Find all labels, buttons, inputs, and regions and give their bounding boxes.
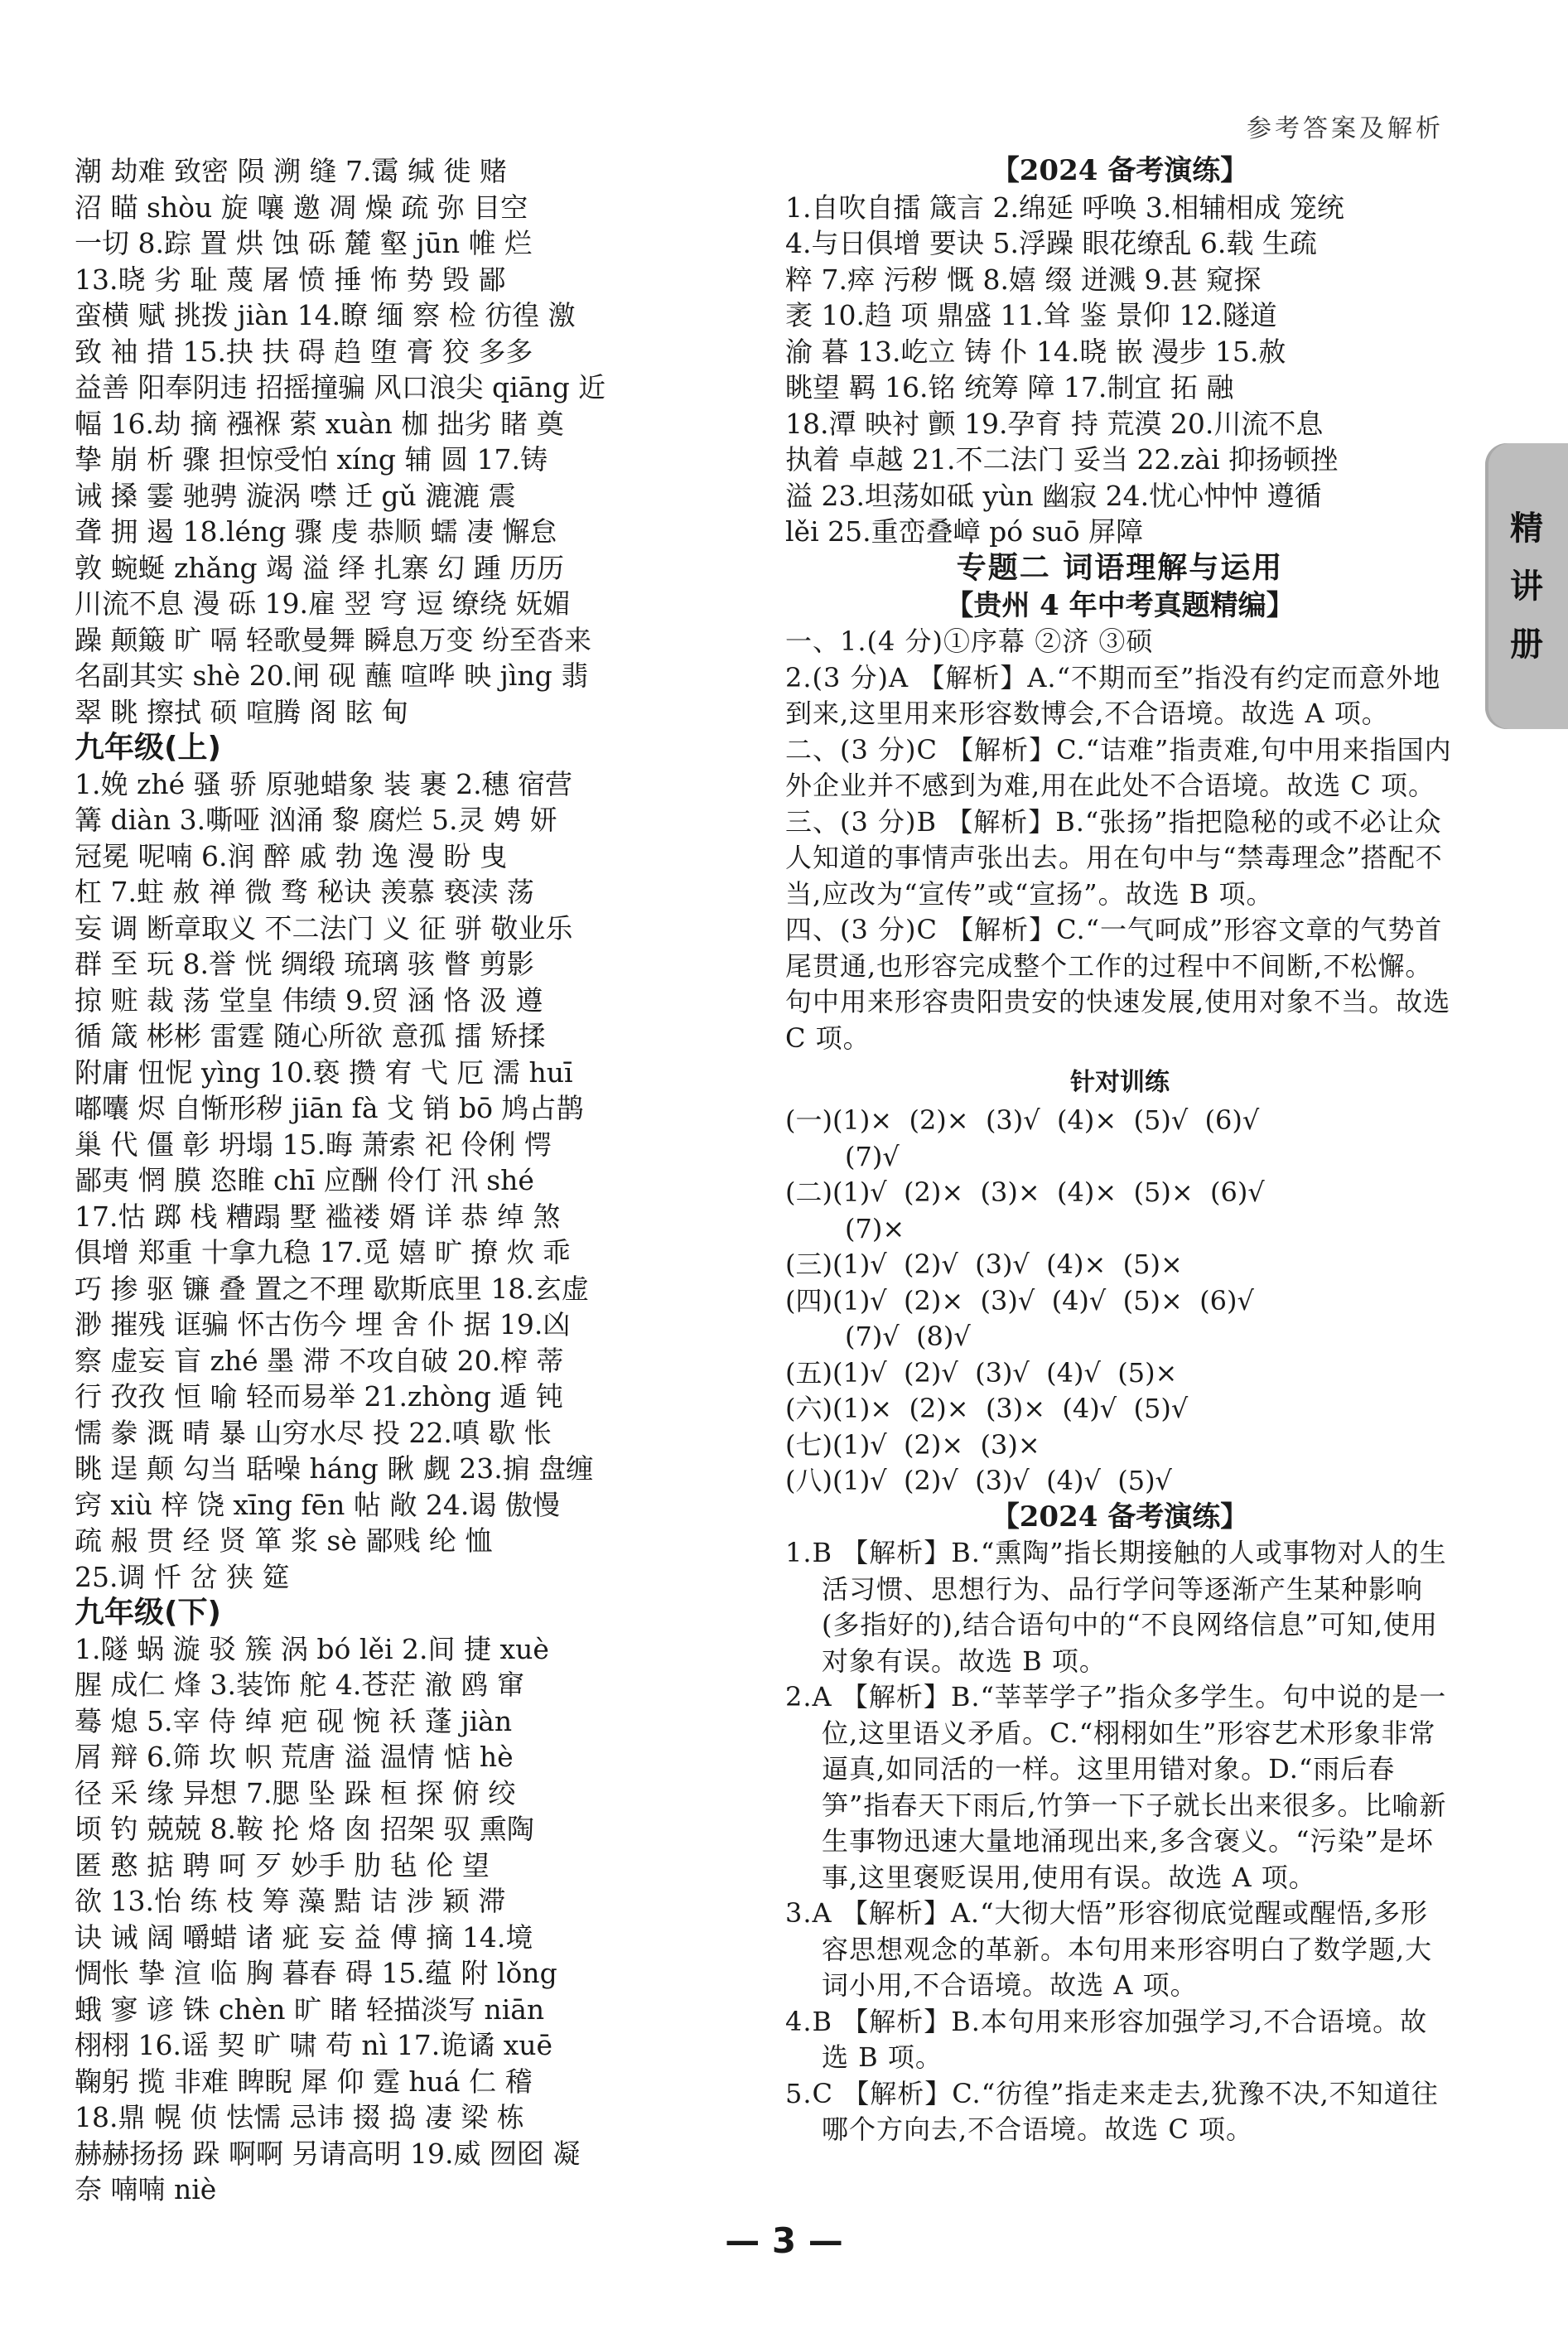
answer-line: 懦 豢 溉 晴 暴 山穷水尽 投 22.嗔 歇 怅 xyxy=(75,1416,552,1449)
drill-title-2: 【2024 备考演练】 xyxy=(991,1500,1249,1534)
answer-line: 翠 眺 擦拭 硕 喧腾 阁 眩 甸 xyxy=(75,695,409,728)
answer-line: 嘟囔 烬 自惭形秽 jiān fà 戈 销 bō 鸠占鹊 xyxy=(75,1092,584,1124)
answer-line: 渝 暮 13.屹立 铸 仆 14.晓 嵌 漫步 15.赦 xyxy=(785,335,1286,368)
exam-answers xyxy=(785,624,1455,1056)
answer-line: 鄙夷 惘 膜 恣睢 chī 应酬 伶仃 汛 shé xyxy=(75,1164,534,1196)
exam-item: 二、(3 分)C 【解析】C.“诘难”指责难,句中用来指国内外企业并不感到为难,用在此处不合语境。故选 C 项。 xyxy=(785,733,1452,801)
answer-line: 眺望 羁 16.铭 统筹 障 17.制宜 拓 融 xyxy=(785,371,1234,403)
grade9b-answers xyxy=(75,1631,774,2208)
drill-item: 3.A 【解析】A.“大彻大悟”形容彻底觉醒或醒悟,多形容思想观念的革新。本句用来形容明白了数学题,大词小用,不合语境。故选 A 项。 xyxy=(785,1897,1433,2001)
answer-line: 18.鼎 幌 侦 怯懦 忌讳 掇 捣 凄 梁 栋 xyxy=(75,2101,524,2133)
answer-line: 1.隧 蜗 漩 驳 簇 涡 bó lěi 2.间 捷 xuè xyxy=(75,1632,549,1665)
answer-line: 川流不息 漫 砾 19.雇 翌 穹 逗 缭绕 妩媚 xyxy=(75,587,571,620)
training-line: (二)(1)√ (2)× (3)× (4)× (5)× (6)√ xyxy=(785,1176,1265,1208)
answer-line: 冠冕 呢喃 6.润 醉 戚 勃 逸 漫 盼 曳 xyxy=(75,839,507,872)
drill-item: 4.B 【解析】B.本句用来形容加强学习,不合语境。故选 B 项。 xyxy=(785,2005,1428,2073)
answer-line: 杠 7.蛀 赦 禅 微 骛 秘诀 羡慕 亵渎 荡 xyxy=(75,876,534,908)
answer-line: 渺 摧残 诓骗 怀古伤今 埋 舍 仆 据 19.凶 xyxy=(75,1308,571,1340)
page-header: 参考答案及解析 xyxy=(1247,114,1444,143)
training-line: (7)√ (8)√ xyxy=(845,1321,971,1352)
answer-line: 18.潭 映衬 颤 19.孕育 持 荒漠 20.川流不息 xyxy=(785,407,1324,440)
side-tab-char: 讲 xyxy=(1510,566,1543,606)
answer-line: 掠 赃 裁 荡 堂皇 伟绩 9.贸 涵 恪 汲 遵 xyxy=(75,983,543,1017)
answer-line: 蛾 寥 谚 铢 chèn 旷 睹 轻描淡写 niān xyxy=(75,1993,545,2026)
exam-item: 三、(3 分)B 【解析】B.“张扬”指把隐秘的或不必让众人知道的事情声张出去。用在句中与“禁毒理念”搭配不当,应改为“宣传”或“宣扬”。故选 B 项。 xyxy=(785,805,1443,910)
answer-line: 躁 颠簸 旷 嗝 轻歌曼舞 瞬息万变 纷至沓来 xyxy=(75,623,591,656)
answer-line: 幅 16.劫 摘 襁褓 萦 xuàn 枷 拙劣 睹 奠 xyxy=(75,407,564,440)
answer-line: lěi 25.重峦叠嶂 pó suō 屏障 xyxy=(785,515,1144,548)
answer-line: 袤 10.趋 项 鼎盛 11.耸 鉴 景仰 12.隧道 xyxy=(785,299,1277,331)
exam-item: 四、(3 分)C 【解析】C.“一气呵成”形容文章的气势首尾贯通,也形容完成整个工作的过程中不间断,不松懈。句中用来形容贵阳贵安的快速发展,使用对象不当。故选 C 项。 xyxy=(785,914,1451,1054)
drill-title: 【2024 备考演练】 xyxy=(991,154,1249,187)
training-answers xyxy=(785,1103,1455,1500)
answer-line: 疏 赧 贯 经 贤 箪 浆 sè 鄙贱 纶 恤 xyxy=(75,1524,493,1557)
answer-line: 挚 崩 析 骤 担惊受怕 xíng 辅 圆 17.铸 xyxy=(75,443,548,476)
answer-line: 沼 瞄 shòu 旋 嚷 邀 凋 燥 疏 弥 目空 xyxy=(75,191,528,224)
answer-line: 益善 阳奉阴违 招摇撞骗 风口浪尖 qiāng 近 xyxy=(75,371,606,403)
answer-line: 17.怙 踯 栈 糟蹋 墅 褴褛 婿 详 恭 绰 煞 xyxy=(75,1200,561,1233)
drill-item: 2.A 【解析】B.“莘莘学子”指众多学生。句中说的是一位,这里语义矛盾。C.“栩栩如生”形容艺术形象非常逼真,如同活的一样。这里用错对象。D.“雨后春笋”指春天下雨后,竹笋一下子就长出来很多。比喻新生事物迅速大量地涌现出来,多含褒义。“污染”是坏事,这里褒贬误用,使用有误。故选 A 项。 xyxy=(785,1681,1447,1893)
topic-title: 专题二 词语理解与运用 xyxy=(956,549,1284,585)
answer-line: 循 箴 彬彬 雷霆 随心所欲 意孤 擂 矫揉 xyxy=(75,1020,546,1052)
answer-line: 栩栩 16.谣 契 旷 啸 苟 nì 17.诡谲 xuē xyxy=(75,2029,553,2061)
exam-title: 【贵州 4 年中考真题精编】 xyxy=(945,588,1295,622)
left-column xyxy=(75,153,774,2208)
answer-line: 1.娩 zhé 骚 骄 原驰蜡象 装 裹 2.穗 宿营 xyxy=(75,767,573,800)
answer-line: 顷 钓 兢兢 8.鞍 抡 烙 囱 招架 驭 熏陶 xyxy=(75,1813,534,1845)
answer-line: 奈 喃喃 niè xyxy=(75,2173,217,2205)
drill-item: 1.B 【解析】B.“熏陶”指长期接触的人或事物对人的生活习惯、思想行为、品行学问等逐渐产生某种影响(多指好的),结合语句中的“不良网络信息”可知,使用对象有误。故选 B 项。 xyxy=(785,1537,1447,1677)
answer-line: 潮 劫难 致密 陨 溯 缝 7.霭 缄 徙 赌 xyxy=(75,155,507,187)
grade8-answers xyxy=(75,153,774,730)
answer-line: 妄 调 断章取义 不二法门 义 征 骈 敬业乐 xyxy=(75,911,573,944)
answer-line: 名副其实 shè 20.闸 砚 蘸 喧哗 映 jìng 翡 xyxy=(75,659,589,692)
answer-line: 4.与日俱增 要诀 5.浮躁 眼花缭乱 6.载 生疏 xyxy=(785,227,1317,259)
answer-line: 巢 代 僵 彰 坍塌 15.晦 萧索 祀 伶俐 愕 xyxy=(75,1128,552,1161)
answer-line: 鞠躬 揽 非难 睥睨 犀 仰 霆 huá 仁 稽 xyxy=(75,2065,533,2098)
answer-line: 蛮横 赋 挑拨 jiàn 14.瞭 缅 察 检 彷徨 激 xyxy=(75,299,576,331)
answer-line: 诀 诫 阔 嚼蜡 诸 疵 妄 益 傅 摘 14.境 xyxy=(75,1920,533,1954)
answer-line: 俱增 郑重 十拿九稳 17.觅 嬉 旷 撩 炊 乖 xyxy=(75,1236,571,1268)
answer-line: 屑 辩 6.筛 坎 帜 荒唐 溢 温情 惦 hè xyxy=(75,1741,514,1773)
page-number: — 3 — xyxy=(725,2220,843,2261)
training-title: 针对训练 xyxy=(1070,1068,1170,1097)
answer-line: 13.晓 劣 耻 蔑 屠 愤 捶 怖 势 毁 鄙 xyxy=(75,263,506,296)
exam-item: 2.(3 分)A 【解析】A.“不期而至”指没有约定而意外地到来,这里用来形容数博会,不合语境。故选 A 项。 xyxy=(785,661,1441,729)
answer-line: 巧 掺 驱 镰 叠 置之不理 歇斯底里 18.玄虚 xyxy=(75,1272,589,1305)
answer-line: 行 孜孜 恒 喻 轻而易举 21.zhòng 遁 钝 xyxy=(75,1380,563,1413)
answer-line: 1.自吹自擂 箴言 2.绵延 呼唤 3.相辅相成 笼统 xyxy=(785,191,1344,224)
answer-line: 径 采 缘 异想 7.腮 坠 跺 桓 探 俯 绞 xyxy=(75,1776,516,1809)
answer-line: 附庸 忸怩 yìng 10.亵 攒 宥 弋 厄 濡 huī xyxy=(75,1055,573,1089)
side-tab-char: 精 xyxy=(1510,508,1543,548)
drill-answers-2 xyxy=(785,1535,1455,2148)
answer-line: 惆怅 挚 渲 临 胸 暮春 碍 15.蕴 附 lǒng xyxy=(75,1957,557,1989)
answer-line: 窍 xiù 梓 饶 xīng fēn 帖 敞 24.谒 傲慢 xyxy=(75,1488,560,1521)
exam-item: 一、1.(4 分)①序幕 ②济 ③硕 xyxy=(785,626,1154,657)
answer-line: 蓦 熄 5.宰 侍 绰 疤 砚 惋 袄 蓬 jiàn xyxy=(75,1704,513,1737)
answer-line: 一切 8.踪 置 烘 蚀 砾 麓 壑 jūn 帷 烂 xyxy=(75,227,533,259)
answer-line: 致 袖 措 15.抉 扶 碍 趋 堕 膏 狡 多多 xyxy=(75,335,533,368)
answer-line: 敦 蜿蜒 zhǎng 竭 溢 绎 扎寨 幻 踵 历历 xyxy=(75,551,565,584)
answer-line: 匿 憨 掂 聘 呵 歹 妙手 肋 毡 伦 望 xyxy=(75,1848,490,1882)
drill-answers xyxy=(785,190,1455,550)
section-side-tab xyxy=(1485,443,1568,729)
drill-item: 5.C 【解析】C.“彷徨”指走来走去,犹豫不决,不知道往哪个方向去,不合语境。故选 C 项。 xyxy=(785,2077,1439,2145)
answer-line: 腥 成仁 烽 3.装饰 舵 4.苍茫 澈 鸥 窜 xyxy=(75,1669,524,1701)
answer-line: 聋 拥 遏 18.léng 骤 虔 恭顺 蠕 凄 懈怠 xyxy=(75,515,557,548)
training-line: (七)(1)√ (2)× (3)× xyxy=(785,1428,1040,1461)
training-line: (三)(1)√ (2)√ (3)√ (4)× (5)× xyxy=(785,1249,1183,1280)
answer-line: 篝 diàn 3.嘶哑 汹涌 黎 腐烂 5.灵 娉 妍 xyxy=(75,804,557,836)
grade9a-title: 九年级(上) xyxy=(75,731,221,765)
training-line: (7)× xyxy=(845,1212,905,1244)
answer-line: 眺 逞 颠 勾当 聒噪 háng 瞅 觑 23.掮 盘缠 xyxy=(75,1452,594,1485)
answer-line: 执着 卓越 21.不二法门 妥当 22.zài 抑扬顿挫 xyxy=(785,443,1339,476)
answer-line: 25.调 忏 岔 狭 筵 xyxy=(75,1560,290,1593)
answer-line: 察 虚妄 盲 zhé 墨 滞 不攻自破 20.榨 蒂 xyxy=(75,1344,564,1377)
side-tab-char: 册 xyxy=(1510,624,1543,664)
answer-line: 粹 7.瘁 污秽 慨 8.嬉 缀 迸溅 9.甚 窥探 xyxy=(785,263,1262,296)
answer-line: 诫 搡 霎 驰骋 漩涡 噤 迁 gǔ 漉漉 震 xyxy=(75,479,516,512)
training-line: (八)(1)√ (2)√ (3)√ (4)√ (5)√ xyxy=(785,1465,1172,1496)
training-line: (六)(1)× (2)× (3)× (4)√ (5)√ xyxy=(785,1393,1189,1424)
grade9b-title: 九年级(下) xyxy=(75,1596,221,1630)
grade9a-answers xyxy=(75,766,774,1596)
training-line: (四)(1)√ (2)× (3)√ (4)√ (5)× (6)√ xyxy=(785,1284,1254,1316)
training-line: (7)√ xyxy=(845,1140,900,1172)
answer-line: 赫赫扬扬 跺 啊啊 另请高明 19.威 囫囵 凝 xyxy=(75,2137,581,2170)
answer-line: 群 至 玩 8.誉 恍 绸缎 琉璃 骇 瞥 剪影 xyxy=(75,948,534,980)
right-column xyxy=(785,153,1455,2148)
training-line: (五)(1)√ (2)√ (3)√ (4)√ (5)× xyxy=(785,1356,1178,1389)
answer-line: 欲 13.怡 练 枝 筹 藻 黠 诘 涉 颖 滞 xyxy=(75,1885,506,1917)
answer-line: 溢 23.坦荡如砥 yùn 幽寂 24.忧心忡忡 遵循 xyxy=(785,479,1322,512)
training-line: (一)(1)× (2)× (3)√ (4)× (5)√ (6)√ xyxy=(785,1104,1260,1136)
